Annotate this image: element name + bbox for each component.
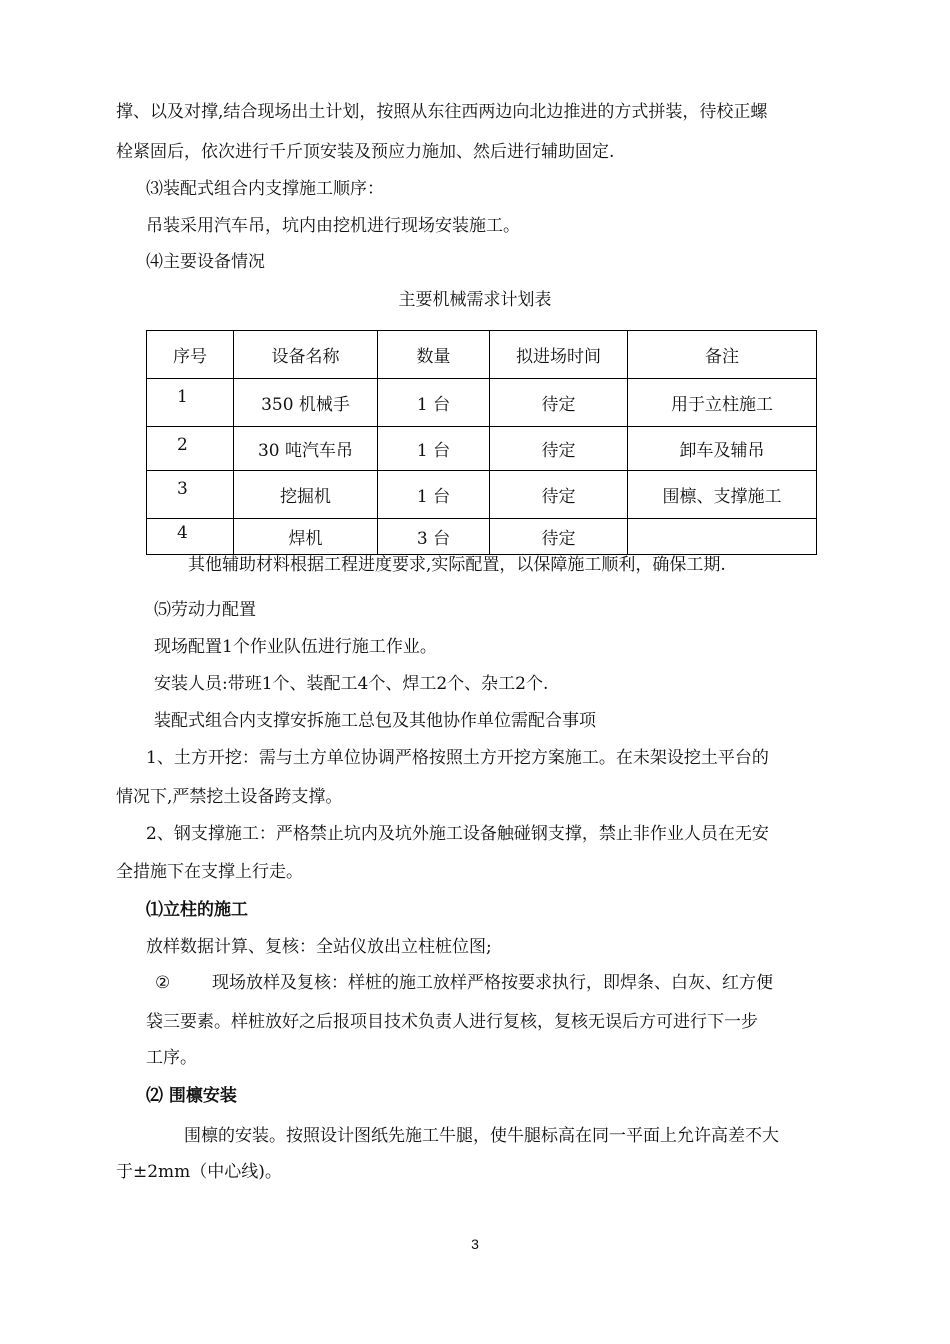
table-cell: 待定 — [490, 427, 628, 471]
paragraph-line: 现场配置1个作业队伍进行施工作业。 — [154, 637, 437, 657]
paragraph-line: 栓紧固后，依次进行千斤顶安装及预应力施加、然后进行辅助固定. — [116, 142, 615, 162]
header-cell: 拟进场时间 — [490, 331, 628, 379]
paragraph-line: 1、土方开挖：需与土方单位协调严格按照土方开挖方案施工。在未架设挖土平台的 — [146, 748, 769, 768]
table-cell: 3 台 — [378, 519, 490, 555]
paragraph-line: 于±2mm（中心线)。 — [116, 1162, 282, 1182]
section-heading: ⑵ 围檩安装 — [146, 1086, 237, 1106]
header-cell: 序号 — [147, 331, 234, 379]
table-row — [147, 427, 817, 471]
list-number: ② — [155, 973, 171, 993]
paragraph-line: 装配式组合内支撑安拆施工总包及其他协作单位需配合事项 — [154, 711, 596, 731]
table-cell: 350 机械手 — [234, 379, 378, 427]
table-cell: 卸车及辅吊 — [628, 427, 817, 471]
table-cell: 围檩、支撑施工 — [628, 471, 817, 519]
header-cell: 数量 — [378, 331, 490, 379]
paragraph-line: 放样数据计算、复核：全站仪放出立柱桩位图; — [146, 937, 492, 957]
table-cell — [628, 519, 817, 555]
table-row — [147, 519, 817, 555]
paragraph-line: 围檩的安装。按照设计图纸先施工牛腿，使牛腿标高在同一平面上允许高差不大 — [184, 1126, 779, 1146]
table-cell: 挖掘机 — [234, 471, 378, 519]
header-cell: 备注 — [628, 331, 817, 379]
table-cell: 待定 — [490, 379, 628, 427]
table-cell: 焊机 — [234, 519, 378, 555]
table-cell: 30 吨汽车吊 — [234, 427, 378, 471]
table-cell: 1 台 — [378, 471, 490, 519]
paragraph-line: 吊装采用汽车吊，坑内由挖机进行现场安装施工。 — [146, 216, 520, 236]
table-cell: 1 — [147, 379, 234, 427]
table-cell: 1 台 — [378, 379, 490, 427]
paragraph-line: ⑸劳动力配置 — [154, 600, 256, 620]
paragraph-line: 袋三要素。样桩放好之后报项目技术负责人进行复核，复核无误后方可进行下一步 — [146, 1012, 758, 1032]
table-row — [147, 379, 817, 427]
table-cell: 待定 — [490, 519, 628, 555]
paragraph-line: 安装人员:带班1个、装配工4个、焊工2个、杂工2个. — [154, 674, 549, 694]
table-cell: 用于立柱施工 — [628, 379, 817, 427]
paragraph-line: 现场放样及复核：样桩的施工放样严格按要求执行，即焊条、白灰、红方便 — [212, 973, 773, 993]
paragraph-line: 工序。 — [146, 1048, 197, 1068]
paragraph-line: 撑、以及对撑,结合现场出土计划，按照从东往西两边向北边推进的方式拼装，待校正螺 — [116, 102, 768, 122]
equipment-table — [146, 330, 817, 555]
table-title: 主要机械需求计划表 — [398, 290, 552, 310]
table-cell: 2 — [147, 427, 234, 471]
table-header-row — [147, 331, 817, 379]
paragraph-line: 情况下,严禁挖土设备跨支撑。 — [116, 787, 343, 807]
table-cell: 待定 — [490, 471, 628, 519]
paragraph-line: ⑶装配式组合内支撑施工顺序： — [146, 179, 384, 199]
header-cell: 设备名称 — [234, 331, 378, 379]
paragraph-line: 其他辅助材料根据工程进度要求,实际配置，以保障施工顺利，确保工期. — [188, 555, 726, 575]
paragraph-line: ⑷主要设备情况 — [146, 252, 265, 272]
paragraph-line: 全措施下在支撑上行走。 — [116, 862, 303, 882]
table-cell: 1 台 — [378, 427, 490, 471]
table-row — [147, 471, 817, 519]
paragraph-line: 2、钢支撑施工：严格禁止坑内及坑外施工设备触碰钢支撑，禁止非作业人员在无安 — [146, 824, 769, 844]
table-cell: 3 — [147, 471, 234, 519]
section-heading: ⑴立柱的施工 — [146, 900, 248, 920]
table-cell: 4 — [147, 519, 234, 555]
page-number: 3 — [471, 1236, 479, 1252]
